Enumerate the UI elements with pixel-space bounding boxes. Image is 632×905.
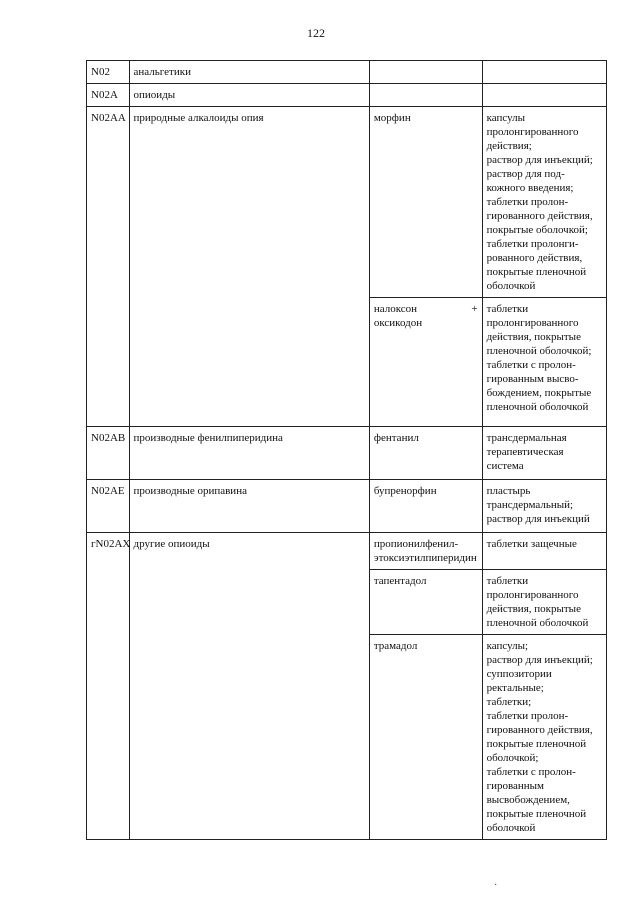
dosage-form — [482, 61, 606, 84]
drug-name-part: этоксиэтилпиперидин — [373, 552, 477, 564]
atc-group: природные алкалоиды опия — [129, 107, 369, 427]
form-line: кожного введения; — [486, 182, 574, 194]
dosage-form — [482, 533, 606, 570]
atc-code: N02AB — [87, 427, 130, 480]
form-line: таблетки пролонги- — [486, 238, 579, 250]
form-line: высвобождением, — [486, 794, 570, 806]
form-line: таблетки с пролон- — [486, 359, 576, 371]
atc-code: N02A — [87, 84, 130, 107]
drug-name — [369, 84, 482, 107]
drug-name: морфин — [369, 107, 482, 298]
table-row — [87, 427, 607, 480]
form-line: гированным — [486, 780, 545, 792]
table-row — [87, 480, 607, 533]
drug-name: бупренорфин — [369, 480, 482, 533]
table-row — [87, 533, 607, 570]
form-line: раствор для инъекций — [486, 513, 590, 525]
form-line: покрытые оболочкой; — [486, 224, 588, 236]
atc-code: N02 — [87, 61, 130, 84]
form-line: капсулы — [486, 112, 525, 124]
form-line: таблетки пролон- — [486, 710, 569, 722]
form-line: таблетки с пролон- — [486, 766, 576, 778]
drug-name — [369, 298, 482, 427]
drug-name — [369, 533, 482, 570]
drug-name-part: оксикодон — [373, 317, 423, 329]
drug-name-part: пропионилфенил- — [373, 538, 459, 550]
drug-name — [369, 61, 482, 84]
dosage-form — [482, 427, 606, 480]
form-line: пленочной оболочкой — [486, 617, 589, 629]
form-line: таблетки пролон- — [486, 196, 569, 208]
form-line: бождением, покрытые — [486, 387, 592, 399]
drug-name: тапентадол — [369, 570, 482, 635]
form-line: покрытые пленочной — [486, 808, 587, 820]
form-line: таблетки — [486, 303, 529, 315]
atc-code: N02AA — [87, 107, 130, 427]
form-line: пролонгированного — [486, 126, 579, 138]
atc-group: анальгетики — [129, 61, 369, 84]
form-line: таблетки защечные — [486, 538, 577, 550]
dosage-form — [482, 480, 606, 533]
dosage-form — [482, 635, 606, 840]
form-line: раствор для инъекций; — [486, 654, 593, 666]
atc-group: производные орипавина — [129, 480, 369, 533]
form-line: рованного действия, — [486, 252, 583, 264]
form-line: ректальные; — [486, 682, 544, 694]
form-line: суппозитории — [486, 668, 552, 680]
form-line: гированного действия, — [486, 210, 593, 222]
drug-classification-table — [86, 60, 607, 840]
form-line: таблетки; — [486, 696, 532, 708]
atc-group: другие опиоиды — [129, 533, 369, 840]
form-line: капсулы; — [486, 640, 529, 652]
form-line: пленочной оболочкой — [486, 401, 589, 413]
form-line: пленочной оболочкой; — [486, 345, 592, 357]
form-line: покрытые пленочной — [486, 266, 587, 278]
table-row — [87, 84, 607, 107]
dosage-form — [482, 107, 606, 298]
form-line: действия; — [486, 140, 532, 152]
stray-mark: · — [494, 880, 498, 891]
dosage-form — [482, 570, 606, 635]
form-line: таблетки — [486, 575, 529, 587]
form-line: раствор для инъекций; — [486, 154, 593, 166]
table-row — [87, 61, 607, 84]
form-line: пролонгированного — [486, 589, 579, 601]
plus-sign: + — [471, 303, 478, 315]
drug-name-part: налоксон — [373, 303, 418, 315]
form-line: гированного действия, — [486, 724, 593, 736]
form-line: оболочкой — [486, 280, 536, 292]
dosage-form — [482, 84, 606, 107]
atc-group: опиоиды — [129, 84, 369, 107]
form-line: трансдермальная — [486, 432, 567, 444]
drug-name: трамадол — [369, 635, 482, 840]
form-line: терапевтическая — [486, 446, 564, 458]
page-number: 122 — [307, 26, 325, 40]
atc-group: производные фенилпиперидина — [129, 427, 369, 480]
form-line: действия, покрытые — [486, 331, 581, 343]
form-line: покрытые пленочной — [486, 738, 587, 750]
form-line: пролонгированного — [486, 317, 579, 329]
form-line: раствор для под- — [486, 168, 565, 180]
atc-code: N02AE — [87, 480, 130, 533]
form-line: оболочкой; — [486, 752, 539, 764]
form-line: оболочкой — [486, 822, 536, 834]
dosage-form — [482, 298, 606, 427]
form-line: действия, покрытые — [486, 603, 581, 615]
form-line: трансдермальный; — [486, 499, 574, 511]
atc-code: гN02AX — [87, 533, 130, 840]
table-row — [87, 107, 607, 298]
combo-name-line — [374, 302, 478, 316]
drug-name: фентанил — [369, 427, 482, 480]
form-line: пластырь — [486, 485, 531, 497]
form-line: система — [486, 460, 524, 472]
form-line: гированным высво- — [486, 373, 579, 385]
